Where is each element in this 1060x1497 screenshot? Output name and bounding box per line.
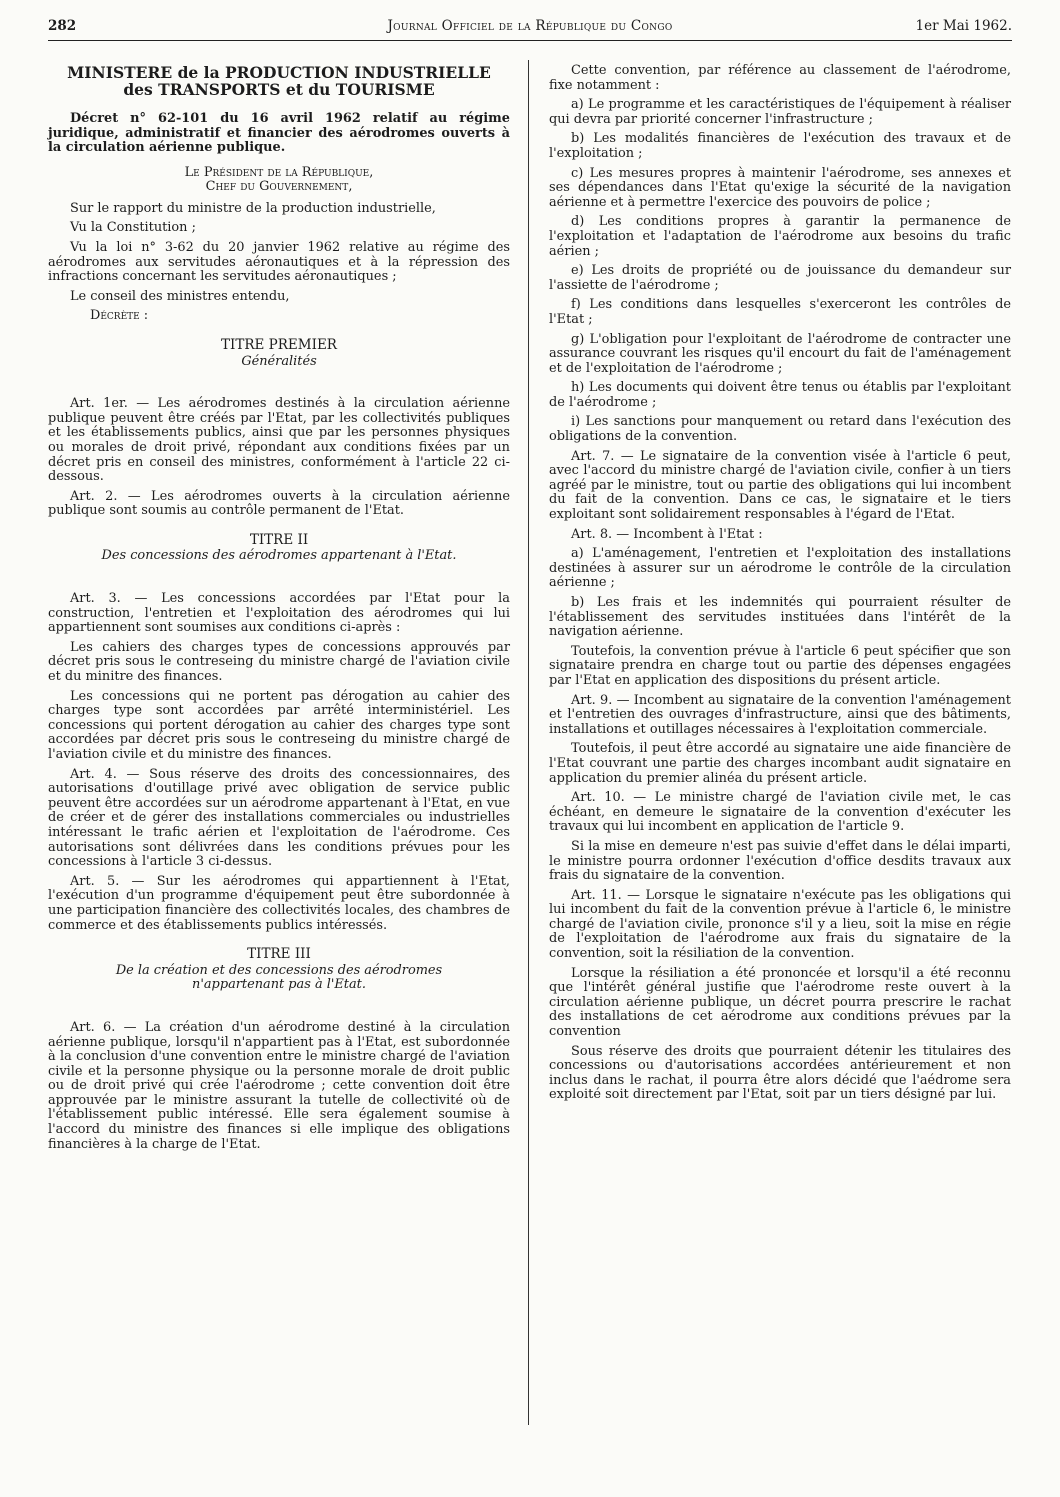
titre-2-heading: TITRE II <box>249 531 309 548</box>
article-paragraph: e) Les droits de propriété ou de jouissance du demandeur sur l'assiette de l'aérodrome ; <box>549 263 1011 293</box>
header-rule <box>48 40 1012 41</box>
article-paragraph: a) Le programme et les caractéristiques de l'équipement à réaliser qui devra par priorité concerner l'infrastructure ; <box>549 97 1011 127</box>
preamble-paragraph: Vu la Constitution ; <box>70 220 196 236</box>
article-paragraph: Art. 11. — Lorsque le signataire n'exécute pas les obligations qui lui incombent du fait de la convention prévue à l'article 6, le ministre chargé de l'aviation civile, prononce s'il y a lieu, soit la mise en régie de l'exploitation de l'aérodrome aux frais du signataire de la convention, soit la résiliation de la convention. <box>549 887 1011 962</box>
page-number: 282 <box>48 18 77 34</box>
president-block <box>48 166 510 194</box>
titre-3-subtitle-line-1: De la création et des concessions des aérodromes <box>115 962 443 978</box>
article-paragraph: Toutefois, la convention prévue à l'article 6 peut spécifier que son signataire prendra en charge tout ou partie des dépenses engagées par l'Etat en application des dispositions du présent article. <box>549 643 1011 688</box>
article-paragraph: Si la mise en demeure n'est pas suivie d'effet dans le délai imparti, le ministre pourra ordonner l'exécution d'office desdits travaux aux frais du signataire de la convention. <box>549 838 1011 884</box>
titre-3-subtitle <box>48 964 510 993</box>
article-paragraph: Art. 8. — Incombent à l'Etat : <box>571 526 763 542</box>
preamble-paragraph: Vu la loi n° 3-62 du 20 janvier 1962 relative au régime des aérodromes aux servitudes aéronautiques et à la répression des infractions concernant les servitudes aéronautiques ; <box>48 239 510 285</box>
ministry-line-1: MINISTERE de la PRODUCTION INDUSTRIELLE <box>67 63 491 82</box>
article-paragraph: b) Les modalités financières de l'exécution des travaux et de l'exploitation ; <box>549 131 1011 161</box>
article-paragraph: Art. 5. — Sur les aérodromes qui appartiennent à l'Etat, l'exécution d'un programme d'équipement peut être subordonnée à une participation financière des collectivités locales, des chambres de commerce et des établissements publics intéressés. <box>48 873 510 933</box>
left-column <box>48 64 510 1157</box>
article-paragraph: a) L'aménagement, l'entretien et l'exploitation des installations destinées à assurer sur un aérodrome le contrôle de la circulation aérienne ; <box>549 546 1011 591</box>
article-paragraph: Art. 3. — Les concessions accordées par l'Etat pour la construction, l'entretien et l'exploitation des aérodromes qui lui appartiennent sont soumises aux conditions ci-après : <box>48 591 510 636</box>
article-paragraph: Cette convention, par référence au classement de l'aérodrome, fixe notamment : <box>549 63 1011 93</box>
article-paragraph: Art. 4. — Sous réserve des droits des concessionnaires, des autorisations d'outillage privé avec obligation de service public peuvent être accordées sur un aérodrome appartenant à l'Etat, en vue de créer et de gérer des installations commerciales ou industrielles intéressant le trafic aérien et l'exploitation de l'aérodrome. Ces autorisations sont délivrées dans les conditions prévues pour les concessions à l'article 3 ci-dessus. <box>48 766 510 870</box>
article-paragraph: Les concessions qui ne portent pas dérogation au cahier des charges type sont accordées par arrêté interministériel. Les concessions qui portent dérogation au cahier des charges type sont accordées par décret pris sous le contreseing du ministre chargé de l'aviation civile et du ministre des finances. <box>48 688 510 762</box>
article-paragraph: b) Les frais et les indemnités qui pourraient résulter de l'établissement des servitudes instituées dans l'intérêt de la navigation aérienne. <box>549 595 1011 640</box>
journal-title: Journal Officiel de la République du Congo <box>387 18 673 34</box>
article-paragraph: i) Les sanctions pour manquement ou retard dans l'exécution des obligations de la convention. <box>549 414 1011 445</box>
article-paragraph: h) Les documents qui doivent être tenus ou établis par l'exploitant de l'aérodrome ; <box>549 380 1011 410</box>
decree-title: Décret n° 62-101 du 16 avril 1962 relatif au régime juridique, administratif et financier des aérodromes ouverts à la circulation aérienne publique. <box>48 111 510 156</box>
article-paragraph: Les cahiers des charges types de concessions approuvés par décret pris sous le contreseing du ministre chargé de l'aviation civile et du minitre des finances. <box>48 639 510 685</box>
titre-1-heading: TITRE PREMIER <box>221 336 337 353</box>
column-divider <box>528 60 529 1425</box>
ministry-heading <box>48 64 510 98</box>
page-header <box>48 18 1012 40</box>
article-paragraph: Art. 6. — La création d'un aérodrome destiné à la circulation aérienne publique, lorsqu'il n'appartient pas à l'Etat, est subordonnée à la conclusion d'une convention entre le ministre chargé de l'aviation civile et la personne physique ou la personne morale de droit public ou de droit privé qui crée l'aérodrome ; cette convention doit être approuvée par le ministre assurant la tutelle de collectivité où de l'établissement public intéressé. Elle sera également soumise à l'accord du ministre des finances si elle implique des obligations financières à la charge de l'Etat. <box>48 1019 510 1152</box>
president-line-1: Le Président de la République, <box>184 164 374 180</box>
article-paragraph: d) Les conditions propres à garantir la permanence de l'exploitation et l'adaptation de l'aérodrome aux besoins du trafic aérien ; <box>549 214 1011 259</box>
article-paragraph: Sous réserve des droits que pourraient détenir les titulaires des concessions ou d'autorisations accordées antérieurement et non inclus dans le rachat, il pourra être alors décidé que l'aédrome sera exploité soit directement par l'Etat, soit par un tiers désigné par lui. <box>549 1043 1011 1103</box>
article-paragraph: Art. 2. — Les aérodromes ouverts à la circulation aérienne publique sont soumis au contrôle permanent de l'Etat. <box>48 488 510 519</box>
article-paragraph: Lorsque la résiliation a été prononcée et lorsqu'il a été reconnu que l'intérêt général justifie que l'aérodrome reste ouvert à la circulation aérienne publique, un décret pourra prescrire le rachat des installations de cet aérodrome aux conditions prévues par la convention <box>549 965 1011 1040</box>
article-paragraph: Art. 7. — Le signataire de la convention visée à l'article 6 peut, avec l'accord du ministre chargé de l'aviation civile, confier à un tiers agréé par le ministre, tout ou partie des obligations qui lui incombent du fait de la convention. Dans ce cas, le signataire et le tiers exploitant sont solidairement responsables à l'égard de l'Etat. <box>549 448 1011 523</box>
preamble-paragraph: Le conseil des ministres entendu, <box>70 288 290 304</box>
article-paragraph: f) Les conditions dans lesquelles s'exerceront les contrôles de l'Etat ; <box>549 297 1011 327</box>
ministry-line-2: des TRANSPORTS et du TOURISME <box>123 80 435 99</box>
article-paragraph: Art. 9. — Incombent au signataire de la convention l'aménagement et l'entretien des ouvrages d'infrastructure, ainsi que des bâtiments, installations et outillages nécessaires à l'exploitation commerciale. <box>549 692 1011 737</box>
preamble-paragraph: Sur le rapport du ministre de la production industrielle, <box>70 200 436 216</box>
president-line-2: Chef du Gouvernement, <box>205 178 353 194</box>
titre-3-subtitle-line-2: n'appartenant pas à l'Etat. <box>192 977 366 993</box>
decrete-label: Décrète : <box>90 308 149 324</box>
article-paragraph: g) L'obligation pour l'exploitant de l'aérodrome de contracter une assurance couvrant les risques qu'il encourt du fait de l'aménagement et de l'exploitation de l'aérodrome ; <box>549 331 1011 376</box>
article-paragraph: Art. 10. — Le ministre chargé de l'aviation civile met, le cas échéant, en demeure le signataire de la convention d'exécuter les travaux qui lui incombent en application de l'article 9. <box>549 790 1011 835</box>
titre-3-heading: TITRE III <box>247 946 311 963</box>
titre-2-subtitle: Des concessions des aérodromes appartenant à l'Etat. <box>101 548 457 564</box>
issue-date: 1er Mai 1962. <box>915 18 1012 34</box>
titre-1-subtitle: Généralités <box>241 353 317 369</box>
article-paragraph: Art. 1er. — Les aérodromes destinés à la circulation aérienne publique peuvent être créés par l'Etat, par les collectivités publiques et les établissements publics, ainsi que par les personnes physiques ou morales de droit privé, répondant aux conditions fixées par un décret pris en conseil des ministres, conformément à l'article 22 ci-dessous. <box>48 396 510 485</box>
right-column <box>549 64 1011 1108</box>
article-paragraph: c) Les mesures propres à maintenir l'aérodrome, ses annexes et ses dépendances dans l'Etat qu'exige la sécurité de la navigation aérienne et à permettre l'exercice des pouvoirs de police ; <box>549 165 1011 210</box>
article-paragraph: Toutefois, il peut être accordé au signataire une aide financière de l'Etat couvrant une partie des charges incombant audit signataire en application du premier alinéa du présent article. <box>549 741 1011 786</box>
